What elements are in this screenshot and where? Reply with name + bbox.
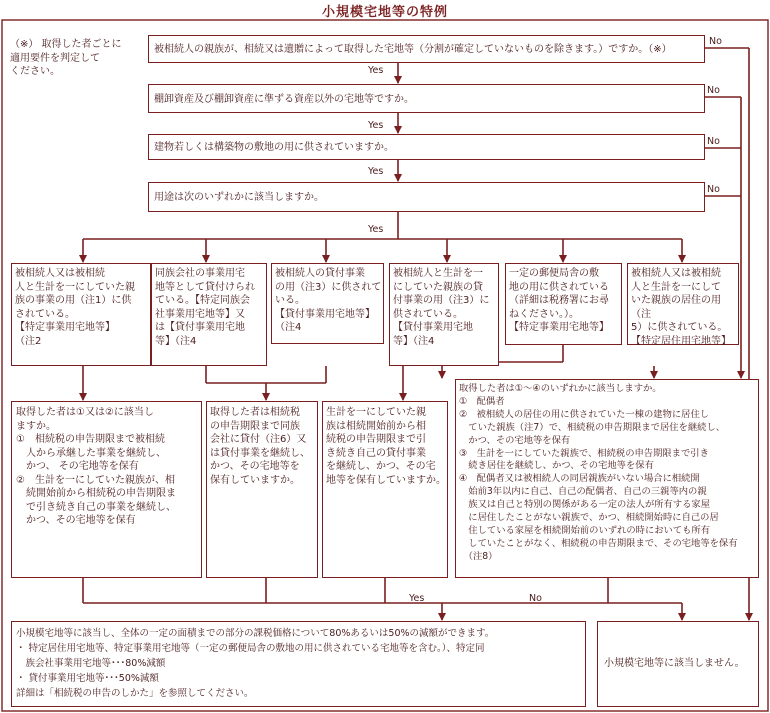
use-box-4 <box>389 263 499 366</box>
use-box-2 <box>151 263 267 366</box>
use-text-5: 一定の郵便局舎の敷 地の用に供されている （詳細は税務署にお尋 ねください。）。 【特定事業用宅地等】 <box>509 268 609 333</box>
use-box-5 <box>505 263 622 345</box>
yes-label-1: Yes <box>368 65 384 76</box>
yes-label-3: Yes <box>368 166 384 177</box>
yes-label-5: Yes <box>409 593 425 604</box>
yes-label-2: Yes <box>368 120 384 131</box>
use-text-4: 被相続人と生計を一 にしていた親族の貸 付事業の用（注3）に 供されている。 【貸付事業用宅地 等】（注4 <box>393 268 490 347</box>
question-3-box <box>148 134 705 160</box>
question-1-box <box>148 35 705 63</box>
page-title: 小規模宅地等の特例 <box>321 5 448 20</box>
no-label-5: No <box>529 593 542 604</box>
use-box-3 <box>271 263 384 344</box>
result-no-text: 小規模宅地等に該当しません。 <box>604 658 745 669</box>
condition-box-2 <box>206 401 318 578</box>
question-4-text: 用途は次のいずれかに該当しますか。 <box>154 192 324 203</box>
question-4-box <box>148 182 705 212</box>
question-2-text: 棚卸資産及び棚卸資産に準ずる資産以外の宅地等ですか。 <box>154 94 414 105</box>
use-box-6 <box>627 263 739 345</box>
use-box-1 <box>11 263 151 366</box>
result-no-box <box>597 621 759 707</box>
yes-label-4: Yes <box>368 224 384 235</box>
note-text: （※） 取得した者ごとに 適用要件を判定して ください。 <box>10 39 122 77</box>
condition-box-1 <box>11 401 202 578</box>
no-label-3: No <box>707 136 720 147</box>
condition-text-4: 取得した者は①～④のいずれかに該当しますか。 ① 配偶者 ② 被相続人の居住の用に供されていた一棟の建物に居住し ていた親族（注7）で、相続税の申告期限まで居住を継続し、 かつ、その宅地等を保有 ③ 生計を一にしていた親族で、相続税の申告期限まで引き 続き居住を継続し、かつ、その宅地等を保有 ④ 配偶者又は被相続人の同居親族がいない場合に相続開 始前3年以内に自己、自己の配偶者、自己の三親等内の親 族又は自己と特別の関係がある一定の法人が所有する家屋 に居住したことがない親族で、かつ、相続開始時に自己の居 住している家屋を相続開始前のいずれの時においても所有 していたことがなく、相続税の申告期限まで、その宅地等を保有 （注8） <box>459 383 738 562</box>
no-label-1: No <box>709 36 722 47</box>
question-3-text: 建物若しくは構築物の敷地の用に供されていますか。 <box>154 142 394 153</box>
use-text-1: 被相続人又は被相続 人と生計を一にしていた親 族の事業の用（注1）に供 されている。 【特定事業用宅地等】 （注2 <box>15 268 135 347</box>
result-yes-text: 小規模宅地等に該当し、全体の一定の面積までの部分の課税価格について80%あるいは50%の減額ができます。 ・ 特定居住用宅地等、特定事業用宅地等（一定の郵便局舎の敷地の用に供されている宅地等を含む。）、特定同 族会社事業用宅地等･･･80%減額 ・ 貸付事業用宅地等･･･50%減額 詳細は「相続税の申告のしかた」を参照してください。 <box>16 628 495 699</box>
question-1-text: 被相続人の親族が、相続又は遺贈によって取得した宅地等（分割が確定していないものを除きます。）ですか。（※） <box>154 44 672 55</box>
condition-text-2: 取得した者は相続税 の申告期限まで同族 会社に貸付（注6）又 は貸付事業を継続し、 かつ、その宅地等を 保有していますか。 <box>210 407 310 486</box>
condition-text-3: 生計を一にしていた親 族は相続開始前から相 続税の申告期限まで引 き続き自己の貸付事業 を継続し、かつ、その宅 地等を保有していますか。 <box>326 407 446 486</box>
condition-box-3 <box>322 401 448 578</box>
no-label-4: No <box>707 184 720 195</box>
use-text-6: 被相続人又は被相続 人と生計を一にして いた親族の居住の用（注 5）に供されている。 【特定居住用宅地等】 <box>631 268 731 347</box>
result-yes-box <box>11 621 586 707</box>
condition-box-4 <box>455 379 759 578</box>
question-2-box <box>148 84 705 113</box>
no-label-2: No <box>707 85 720 96</box>
condition-text-1: 取得した者は①又は②に該当し ますか。 ① 相続税の申告期限まで被相続 人から承継した事業を継続し、 かつ、 その宅地等を保有 ② 生計を一にしていた親族が、相 続開始前から相続税の申告期限ま で引き続き自己の事業を継続し、 かつ、その宅地等を保有 <box>16 407 176 526</box>
use-text-3: 被相続人の貸付事業 の用（注3）に供されて いる。 【貸付事業用宅地等】 （注4 <box>275 268 382 333</box>
use-text-2: 同族会社の事業用宅 地等として貸付けられ ている。【特定同族会 社事業用宅地等】又 は【貸付事業用宅地 等】（注4 <box>155 268 255 347</box>
